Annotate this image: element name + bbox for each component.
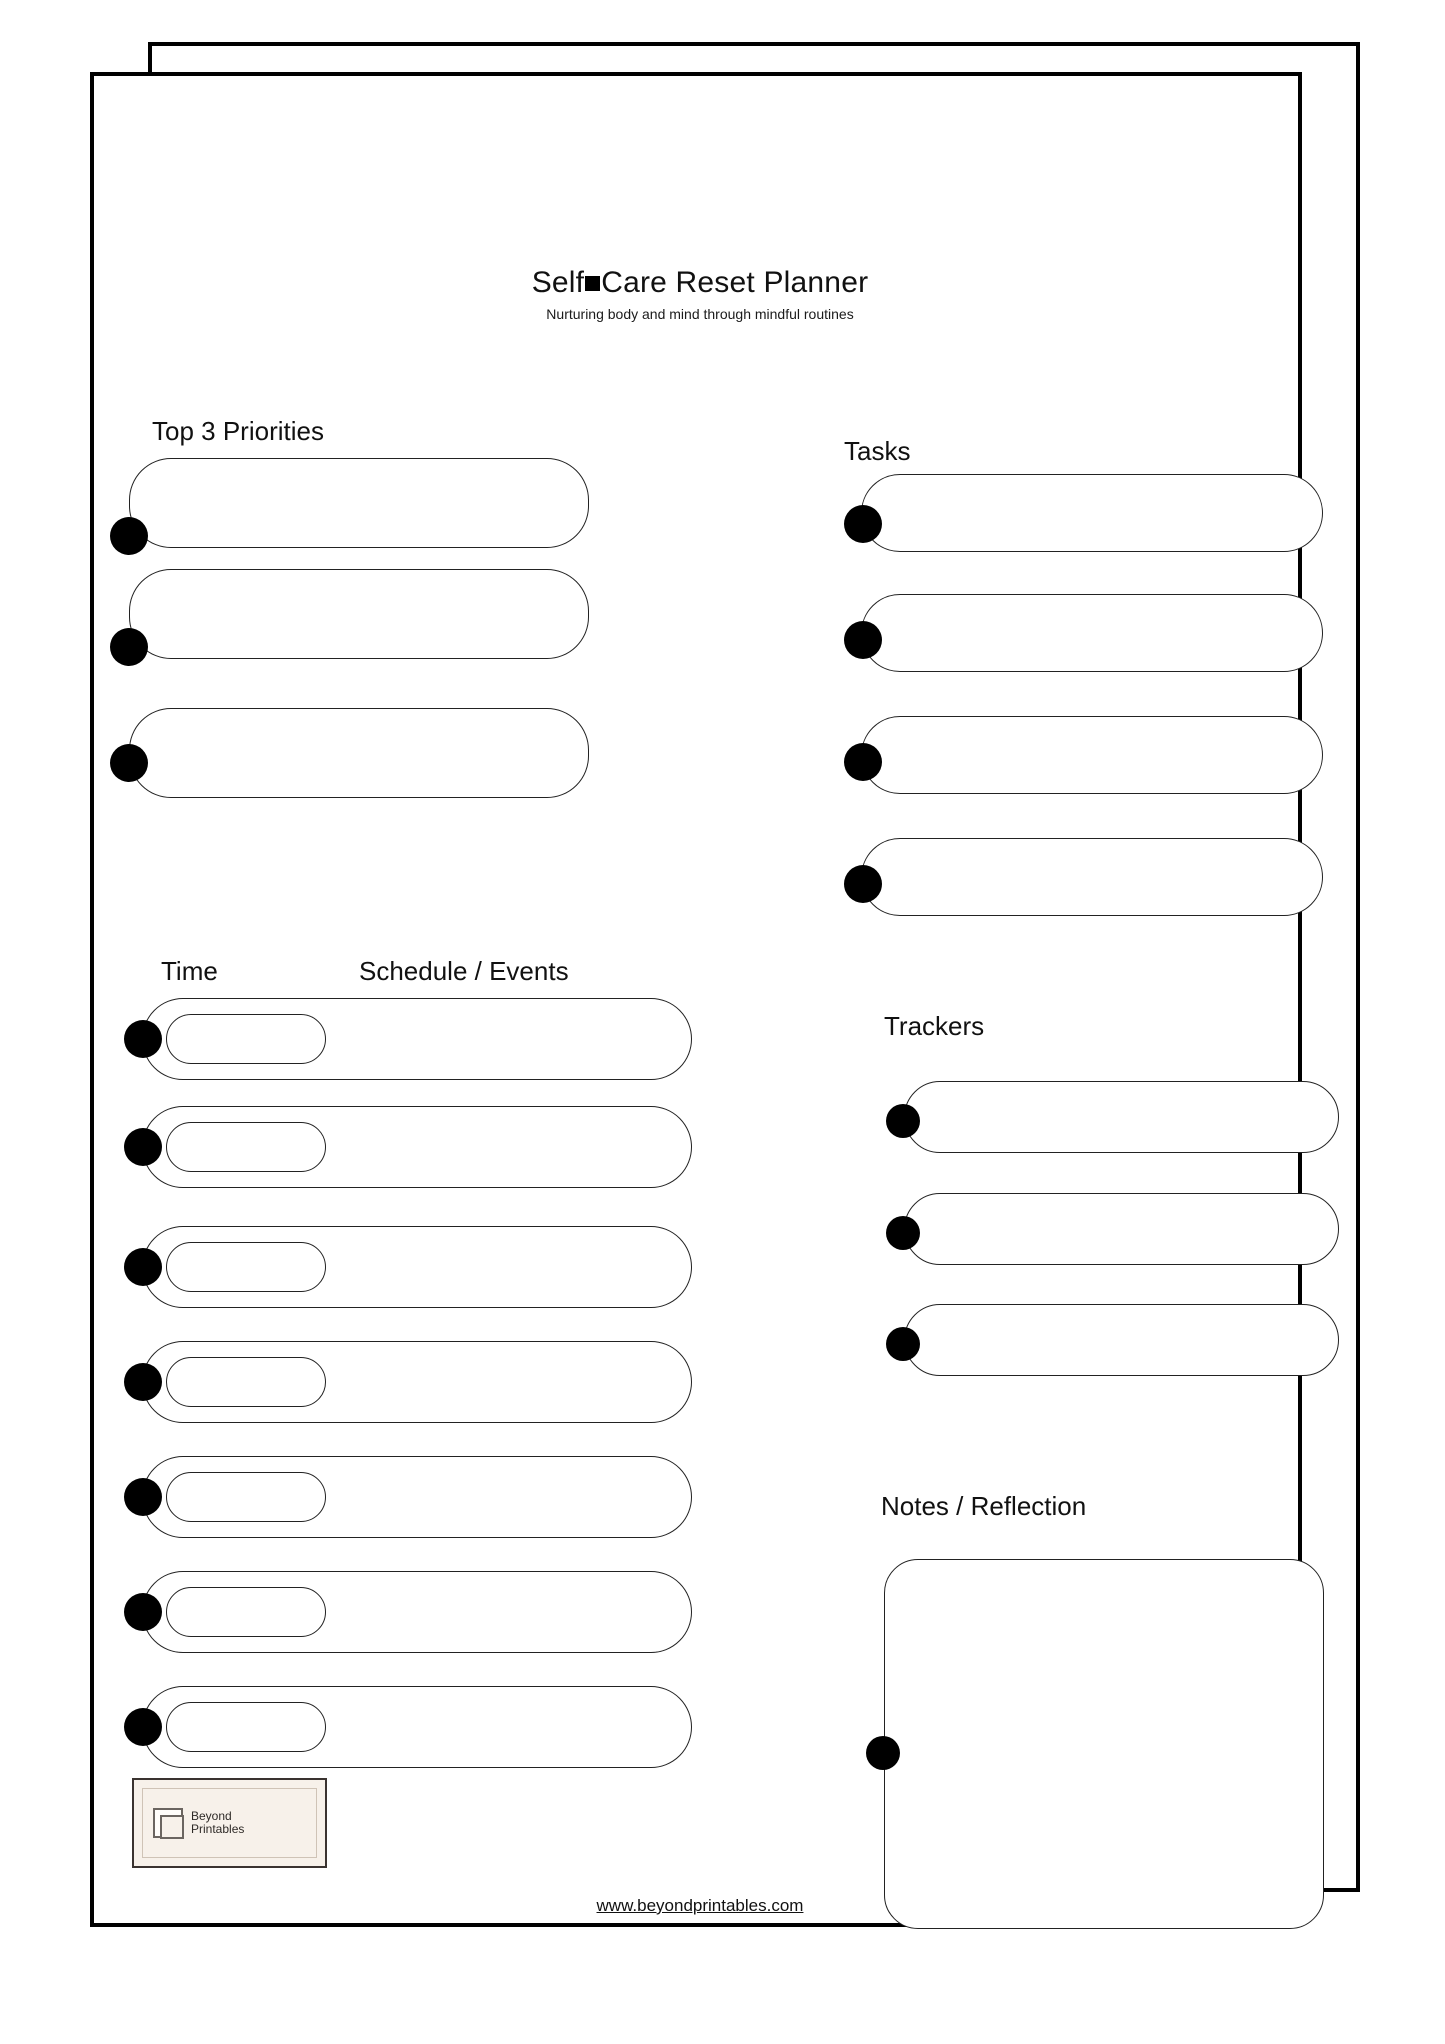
- schedule-bullet-3: [124, 1248, 162, 1286]
- title-square-icon: [585, 276, 600, 291]
- page-title-prefix: Self: [531, 266, 585, 299]
- footer-url[interactable]: www.beyondprintables.com: [596, 1896, 804, 1915]
- notes-bullet: [866, 1736, 900, 1770]
- schedule-time-5[interactable]: [166, 1472, 326, 1522]
- task-bullet-3: [844, 743, 882, 781]
- tasks-heading: Tasks: [844, 436, 911, 466]
- priority-field-3[interactable]: [129, 708, 589, 798]
- schedule-time-7[interactable]: [166, 1702, 326, 1752]
- schedule-column-heading: Schedule / Events: [359, 956, 569, 986]
- frame-icon: [153, 1808, 183, 1838]
- priority-field-1[interactable]: [129, 458, 589, 548]
- brand-logo-text: [191, 1810, 244, 1836]
- notes-field[interactable]: [884, 1559, 1324, 1929]
- page-subtitle: Nurturing body and mind through mindful routines: [546, 306, 854, 322]
- tracker-bullet-3: [886, 1327, 920, 1361]
- task-field-2[interactable]: [861, 594, 1323, 672]
- task-field-1[interactable]: [861, 474, 1323, 552]
- page-title-suffix: Care Reset Planner: [601, 266, 869, 299]
- priority-bullet-3: [110, 744, 148, 782]
- page-sheet: [90, 72, 1302, 1927]
- notes-heading: Notes / Reflection: [881, 1491, 1087, 1521]
- schedule-time-1[interactable]: [166, 1014, 326, 1064]
- schedule-bullet-7: [124, 1708, 162, 1746]
- tracker-field-1[interactable]: [904, 1081, 1339, 1153]
- brand-logo-line1: Beyond: [191, 1809, 232, 1823]
- tracker-field-3[interactable]: [904, 1304, 1339, 1376]
- task-bullet-4: [844, 865, 882, 903]
- brand-logo: [132, 1778, 327, 1868]
- task-field-4[interactable]: [861, 838, 1323, 916]
- priorities-heading: Top 3 Priorities: [152, 416, 324, 446]
- schedule-bullet-6: [124, 1593, 162, 1631]
- task-bullet-2: [844, 621, 882, 659]
- schedule-time-2[interactable]: [166, 1122, 326, 1172]
- brand-logo-inner: [142, 1788, 317, 1858]
- page-title: [94, 266, 1306, 300]
- tracker-bullet-1: [886, 1104, 920, 1138]
- time-column-heading: Time: [161, 956, 218, 986]
- schedule-bullet-5: [124, 1478, 162, 1516]
- brand-logo-line2: Printables: [191, 1822, 245, 1836]
- schedule-bullet-1: [124, 1020, 162, 1058]
- trackers-heading: Trackers: [884, 1011, 985, 1041]
- tracker-field-2[interactable]: [904, 1193, 1339, 1265]
- task-bullet-1: [844, 505, 882, 543]
- task-field-3[interactable]: [861, 716, 1323, 794]
- schedule-time-4[interactable]: [166, 1357, 326, 1407]
- schedule-bullet-4: [124, 1363, 162, 1401]
- priority-bullet-1: [110, 517, 148, 555]
- schedule-time-3[interactable]: [166, 1242, 326, 1292]
- priority-field-2[interactable]: [129, 569, 589, 659]
- schedule-time-6[interactable]: [166, 1587, 326, 1637]
- schedule-bullet-2: [124, 1128, 162, 1166]
- priority-bullet-2: [110, 628, 148, 666]
- tracker-bullet-2: [886, 1216, 920, 1250]
